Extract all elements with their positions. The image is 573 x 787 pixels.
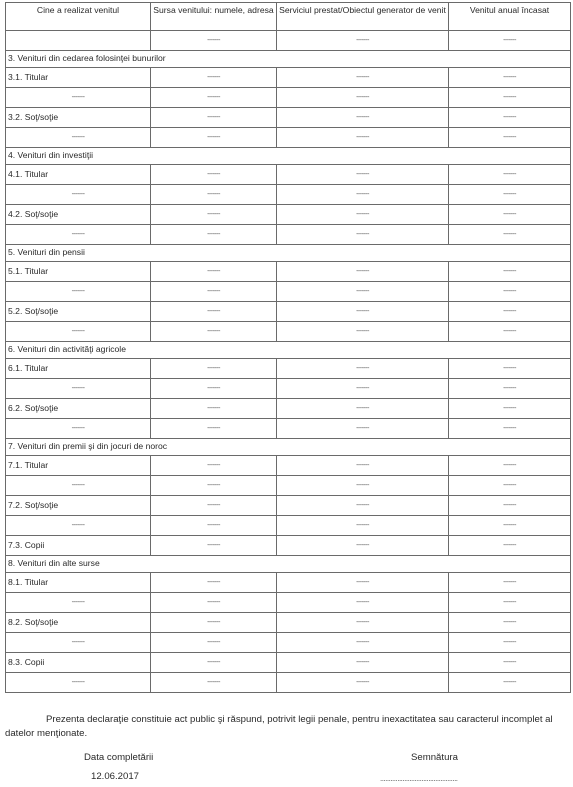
table-row [6, 456, 571, 476]
cell-value: ------- [449, 302, 571, 322]
cell-value: ------- [151, 302, 277, 322]
cell-value: ------- [151, 128, 277, 148]
income-table [5, 2, 571, 693]
row-label: 3.2. Soţ/soţie [6, 108, 151, 128]
cell-value: ------- [151, 31, 277, 51]
cell-value: ------- [151, 476, 277, 496]
cell-value: ------- [449, 613, 571, 633]
cell-value: ------- [151, 593, 277, 613]
cell-value: ------- [277, 108, 449, 128]
section-title: 6. Venituri din activităţi agricole [6, 342, 571, 359]
row-label: ------- [6, 673, 151, 693]
table-row [6, 322, 571, 342]
cell-value: ------- [151, 516, 277, 536]
cell-value: ------- [151, 205, 277, 225]
cell-value: ------- [151, 225, 277, 245]
cell-value: ------- [277, 653, 449, 673]
section-row [6, 245, 571, 262]
cell-value: ------- [449, 573, 571, 593]
cell-value: ------- [449, 31, 571, 51]
cell-value: ------- [449, 536, 571, 556]
row-label: 7.1. Titular [6, 456, 151, 476]
cell-value: ------- [151, 653, 277, 673]
cell-value: ------- [151, 322, 277, 342]
row-label: 6.1. Titular [6, 359, 151, 379]
table-row [6, 185, 571, 205]
cell-value: ------- [449, 262, 571, 282]
cell-value: ------- [277, 476, 449, 496]
row-label: 4.1. Titular [6, 165, 151, 185]
table-row [6, 379, 571, 399]
signature-line: ............................................. [380, 774, 458, 783]
row-label: 3.1. Titular [6, 68, 151, 88]
table-row [6, 516, 571, 536]
table-row [6, 536, 571, 556]
table-row [6, 205, 571, 225]
section-row [6, 51, 571, 68]
cell-value: ------- [277, 302, 449, 322]
cell-value: ------- [277, 68, 449, 88]
row-label: 8.3. Copii [6, 653, 151, 673]
cell-value: ------- [277, 165, 449, 185]
table-row [6, 653, 571, 673]
cell-value: ------- [277, 536, 449, 556]
cell-value: ------- [151, 262, 277, 282]
cell-value: ------- [449, 653, 571, 673]
row-label: ------- [6, 633, 151, 653]
cell-value: ------- [151, 379, 277, 399]
row-label: ------- [6, 419, 151, 439]
cell-value: ------- [277, 516, 449, 536]
cell-value: ------- [449, 516, 571, 536]
cell-value: ------- [449, 165, 571, 185]
header-service-object: Serviciul prestat/Obiectul generator de venit [277, 3, 449, 31]
row-label: 8.1. Titular [6, 573, 151, 593]
row-label: 7.2. Soţ/soţie [6, 496, 151, 516]
row-label: ------- [6, 516, 151, 536]
table-row [6, 359, 571, 379]
cell-value: ------- [449, 68, 571, 88]
cell-value: ------- [277, 225, 449, 245]
table-row [6, 262, 571, 282]
cell-value: ------- [277, 456, 449, 476]
section-title: 3. Venituri din cedarea folosinţei bunurilor [6, 51, 571, 68]
table-row [6, 496, 571, 516]
cell-value: ------- [277, 593, 449, 613]
cell-value: ------- [277, 359, 449, 379]
row-label: 5.1. Titular [6, 262, 151, 282]
table-row [6, 282, 571, 302]
table-row [6, 108, 571, 128]
table-row [6, 302, 571, 322]
section-row [6, 148, 571, 165]
section-title: 7. Venituri din premii şi din jocuri de noroc [6, 439, 571, 456]
cell-value: ------- [277, 613, 449, 633]
cell-value: ------- [449, 128, 571, 148]
table-row [6, 673, 571, 693]
row-label: ------- [6, 88, 151, 108]
table-body [6, 31, 571, 693]
header-annual-income: Venitul anual încasat [449, 3, 571, 31]
cell-value: ------- [277, 185, 449, 205]
row-label: ------- [6, 128, 151, 148]
cell-value: ------- [449, 456, 571, 476]
header-who-earned: Cine a realizat venitul [6, 3, 151, 31]
cell-value: ------- [151, 185, 277, 205]
section-row [6, 556, 571, 573]
section-title: 8. Venituri din alte surse [6, 556, 571, 573]
row-label: ------- [6, 322, 151, 342]
table-row [6, 31, 571, 51]
row-label: ------- [6, 476, 151, 496]
cell-value: ------- [151, 68, 277, 88]
section-title: 5. Venituri din pensii [6, 245, 571, 262]
row-label: ------- [6, 379, 151, 399]
cell-value: ------- [151, 536, 277, 556]
cell-value: ------- [151, 456, 277, 476]
date-value: 12.06.2017 [91, 771, 140, 782]
cell-value: ------- [277, 282, 449, 302]
cell-value: ------- [449, 185, 571, 205]
section-row [6, 342, 571, 359]
cell-value: ------- [449, 476, 571, 496]
row-label: ------- [6, 185, 151, 205]
cell-value: ------- [449, 225, 571, 245]
cell-value: ------- [151, 165, 277, 185]
cell-value: ------- [277, 573, 449, 593]
cell-value: ------- [277, 205, 449, 225]
cell-value: ------- [449, 359, 571, 379]
cell-value: ------- [277, 399, 449, 419]
cell-value: ------- [449, 205, 571, 225]
cell-value: ------- [277, 322, 449, 342]
cell-value: ------- [449, 419, 571, 439]
cell-value: ------- [151, 633, 277, 653]
table-row [6, 633, 571, 653]
table-row [6, 165, 571, 185]
table-row [6, 68, 571, 88]
table-row [6, 419, 571, 439]
table-row [6, 225, 571, 245]
row-label: 7.3. Copii [6, 536, 151, 556]
table-row [6, 573, 571, 593]
cell-value: ------- [449, 108, 571, 128]
cell-value: ------- [449, 496, 571, 516]
cell-value: ------- [449, 379, 571, 399]
cell-value: ------- [277, 633, 449, 653]
cell-value: ------- [151, 673, 277, 693]
cell-value: ------- [449, 673, 571, 693]
cell-value: ------- [151, 108, 277, 128]
row-label: 4.2. Soţ/soţie [6, 205, 151, 225]
cell-value: ------- [449, 282, 571, 302]
cell-value: ------- [151, 282, 277, 302]
cell-value: ------- [151, 359, 277, 379]
cell-value: ------- [449, 593, 571, 613]
table-row [6, 476, 571, 496]
cell-value: ------- [277, 128, 449, 148]
section-title: 4. Venituri din investiţii [6, 148, 571, 165]
cell-value: ------- [151, 419, 277, 439]
table-row [6, 593, 571, 613]
cell-value: ------- [449, 633, 571, 653]
cell-value: ------- [151, 88, 277, 108]
signature-label: Semnătura [411, 752, 458, 763]
table-row [6, 613, 571, 633]
cell-value: ------- [277, 88, 449, 108]
cell-value: ------- [277, 496, 449, 516]
row-label: ------- [6, 282, 151, 302]
row-label [6, 31, 151, 51]
cell-value: ------- [449, 399, 571, 419]
section-row [6, 439, 571, 456]
row-label: 5.2. Soţ/soţie [6, 302, 151, 322]
row-label: 8.2. Soţ/soţie [6, 613, 151, 633]
table-row [6, 88, 571, 108]
cell-value: ------- [449, 322, 571, 342]
row-label: ------- [6, 225, 151, 245]
row-label: 6.2. Soţ/soţie [6, 399, 151, 419]
cell-value: ------- [277, 262, 449, 282]
cell-value: ------- [277, 419, 449, 439]
cell-value: ------- [277, 31, 449, 51]
cell-value: ------- [151, 573, 277, 593]
table-row [6, 399, 571, 419]
cell-value: ------- [151, 399, 277, 419]
cell-value: ------- [151, 613, 277, 633]
header-income-source: Sursa venitului: numele, adresa [151, 3, 277, 31]
cell-value: ------- [449, 88, 571, 108]
cell-value: ------- [277, 673, 449, 693]
cell-value: ------- [277, 379, 449, 399]
table-row [6, 128, 571, 148]
table-header-row [6, 3, 571, 31]
cell-value: ------- [151, 496, 277, 516]
declaration-statement: Prezenta declaraţie constituie act public şi răspund, potrivit legii penale, pentru inexactitatea sau caracterul incomplet al datelor menţionate. [5, 714, 553, 740]
row-label: ------- [6, 593, 151, 613]
date-label: Data completării [84, 752, 154, 763]
